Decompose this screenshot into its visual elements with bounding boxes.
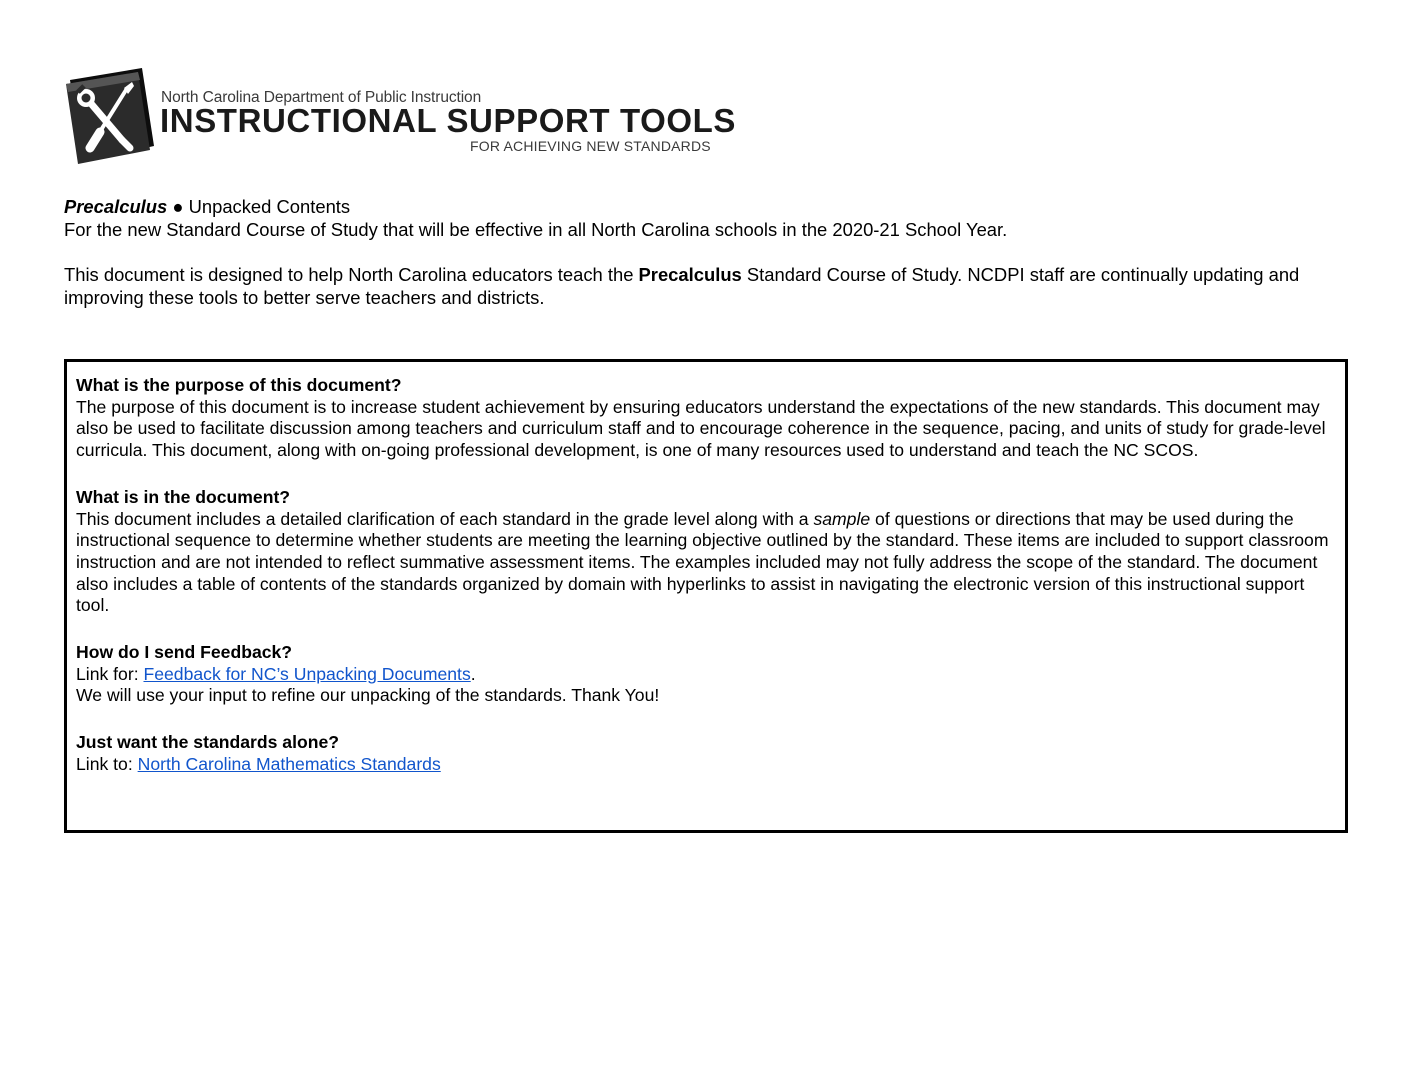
document-heading [64,195,1354,218]
standards-section [76,732,1338,775]
purpose-before: This document is designed to help North Carolina educators teach the [64,264,639,285]
feedback-section [76,642,1338,707]
effective-line: For the new Standard Course of Study that will be effective in all North Carolina schools in the 2020-21 School Year. [64,219,1008,240]
feedback-link-prefix: Link for: [76,663,144,684]
purpose-section [76,375,1338,462]
info-box [64,359,1348,833]
ncdpi-logo [64,66,744,166]
standards-heading: Just want the standards alone? [76,732,339,753]
logo-subtitle: FOR ACHIEVING NEW STANDARDS [470,138,711,154]
standards-link-line [76,754,1338,776]
standards-link-prefix: Link to: [76,753,138,774]
purpose-body: The purpose of this document is to increase student achievement by ensuring educators understand the expectations of the new standards. This document may also be used to facilitate discussion among teachers and curriculum staff and to encourage coherence in the sequence, pacing, and units of study for grade-level curricula. This document, along with on-going professional development, is one of many resources used to understand and teach the NC SCOS. [76,396,1326,461]
wrench-screwdriver-icon [64,66,156,164]
contents-body-before: This document includes a detailed clarification of each standard in the grade level along with a [76,508,814,529]
purpose-heading: What is the purpose of this document? [76,375,402,395]
contents-section [76,487,1338,617]
contents-body [76,509,1338,618]
feedback-heading: How do I send Feedback? [76,642,293,663]
feedback-link[interactable]: Feedback for NC’s Unpacking Documents [143,663,471,684]
intro-section [64,195,1354,309]
contents-heading: What is in the document? [76,486,291,507]
logo-org-line: North Carolina Department of Public Instruction [161,89,482,106]
purpose-after: Standard Course of Study. NCDPI staff are continually updating and improving these tools to better serve teachers and districts. [64,264,1300,308]
purpose-course: Precalculus [638,264,742,285]
logo-title: INSTRUCTIONAL SUPPORT TOOLS [160,102,737,139]
course-name: Precalculus [64,196,168,217]
contents-body-after: of questions or directions that may be used during the instructional sequence to determine whether students are meeting the learning objective outlined by the standard. These items are included to support classroom instruction and are not intended to reflect summative assessment items. The examples included may not fully address the scope of the standard. The document also includes a table of contents of the standards organized by domain with hyperlinks to assist in navigating the electronic version of this instructional support tool. [76,508,1329,616]
contents-body-italic: sample [813,508,871,529]
info-box-content [76,375,1338,801]
standards-link[interactable]: North Carolina Mathematics Standards [137,753,441,774]
purpose-statement [64,263,1354,309]
feedback-link-line [76,664,1338,686]
heading-bullet: ● [167,196,189,217]
feedback-link-suffix: . [470,663,476,684]
heading-rest: Unpacked Contents [188,196,351,217]
feedback-thanks: We will use your input to refine our unpacking of the standards. Thank You! [76,685,660,706]
